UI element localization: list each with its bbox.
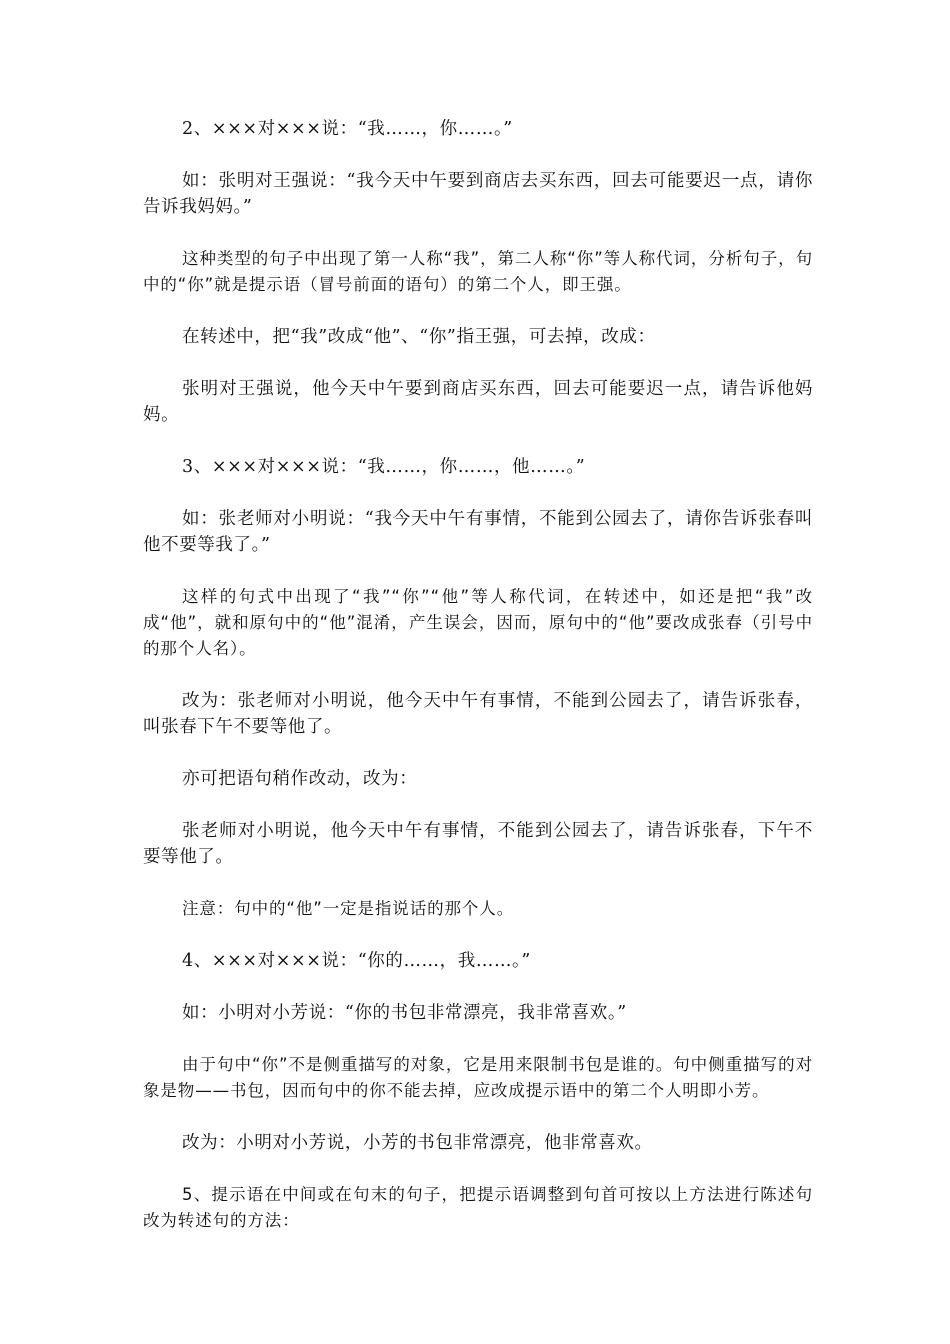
converted-sentence-3: 改为：张老师对小明说，他今天中午有事情，不能到公园去了，请告诉张春，叫张春下午不要等他了。	[143, 691, 813, 737]
example-sentence-3: 如：张老师对小明说：“我今天中午有事情，不能到公园去了，请你告诉张春叫他不要等我了。”	[143, 509, 813, 555]
pattern-heading-3: 3、×××对×××说：“我……，你……，他……。”	[182, 457, 586, 477]
document-body	[143, 116, 813, 1260]
example-sentence-2: 如：张明对王强说：“我今天中午要到商店去买东西，回去可能要迟一点，请你告诉我妈妈。”	[143, 171, 813, 217]
pattern-heading-5: 5、提示语在中间或在句末的句子，把提示语调整到句首可按以上方法进行陈述句改为转述句的方法：	[143, 1185, 813, 1230]
alternative-sentence-3: 张老师对小明说，他今天中午有事情，不能到公园去了，请告诉张春，下午不要等他了。	[143, 821, 813, 867]
analysis-paragraph-2: 这种类型的句子中出现了第一人称“我”，第二人称“你”等人称代词，分析句子，句中的“你”就是提示语（冒号前面的语句）的第二个人，即王强。	[143, 249, 813, 294]
analysis-paragraph-4: 由于句中“你”不是侧重描写的对象，它是用来限制书包是谁的。句中侧重描写的对象是物——书包，因而句中的你不能去掉，应改成提示语中的第二个人明即小芳。	[143, 1055, 813, 1100]
instruction-paragraph-2: 在转述中，把“我”改成“他”、“你”指王强，可去掉，改成：	[182, 327, 656, 347]
converted-sentence-4: 改为：小明对小芳说，小芳的书包非常漂亮，他非常喜欢。	[182, 1133, 653, 1153]
converted-sentence-2: 张明对王强说，他今天中午要到商店买东西，回去可能要迟一点，请告诉他妈妈。	[143, 379, 813, 425]
alternative-intro: 亦可把语句稍作改动，改为：	[182, 769, 418, 789]
note-paragraph: 注意：句中的“他”一定是指说话的那个人。	[182, 899, 515, 918]
pattern-heading-2: 2、×××对×××说：“我……，你……。”	[182, 119, 513, 139]
example-sentence-4: 如：小明对小芳说：“你的书包非常漂亮，我非常喜欢。”	[182, 1003, 627, 1023]
pattern-heading-4: 4、×××对×××说：“你的……，我……。”	[182, 951, 531, 971]
analysis-paragraph-3: 这样的句式中出现了“我”“你”“他”等人称代词，在转述中，如还是把“我”改成“他”，就和原句中的“他”混淆，产生误会，因而，原句中的“他”要改成张春（引号中的那个人名）。	[143, 587, 813, 658]
